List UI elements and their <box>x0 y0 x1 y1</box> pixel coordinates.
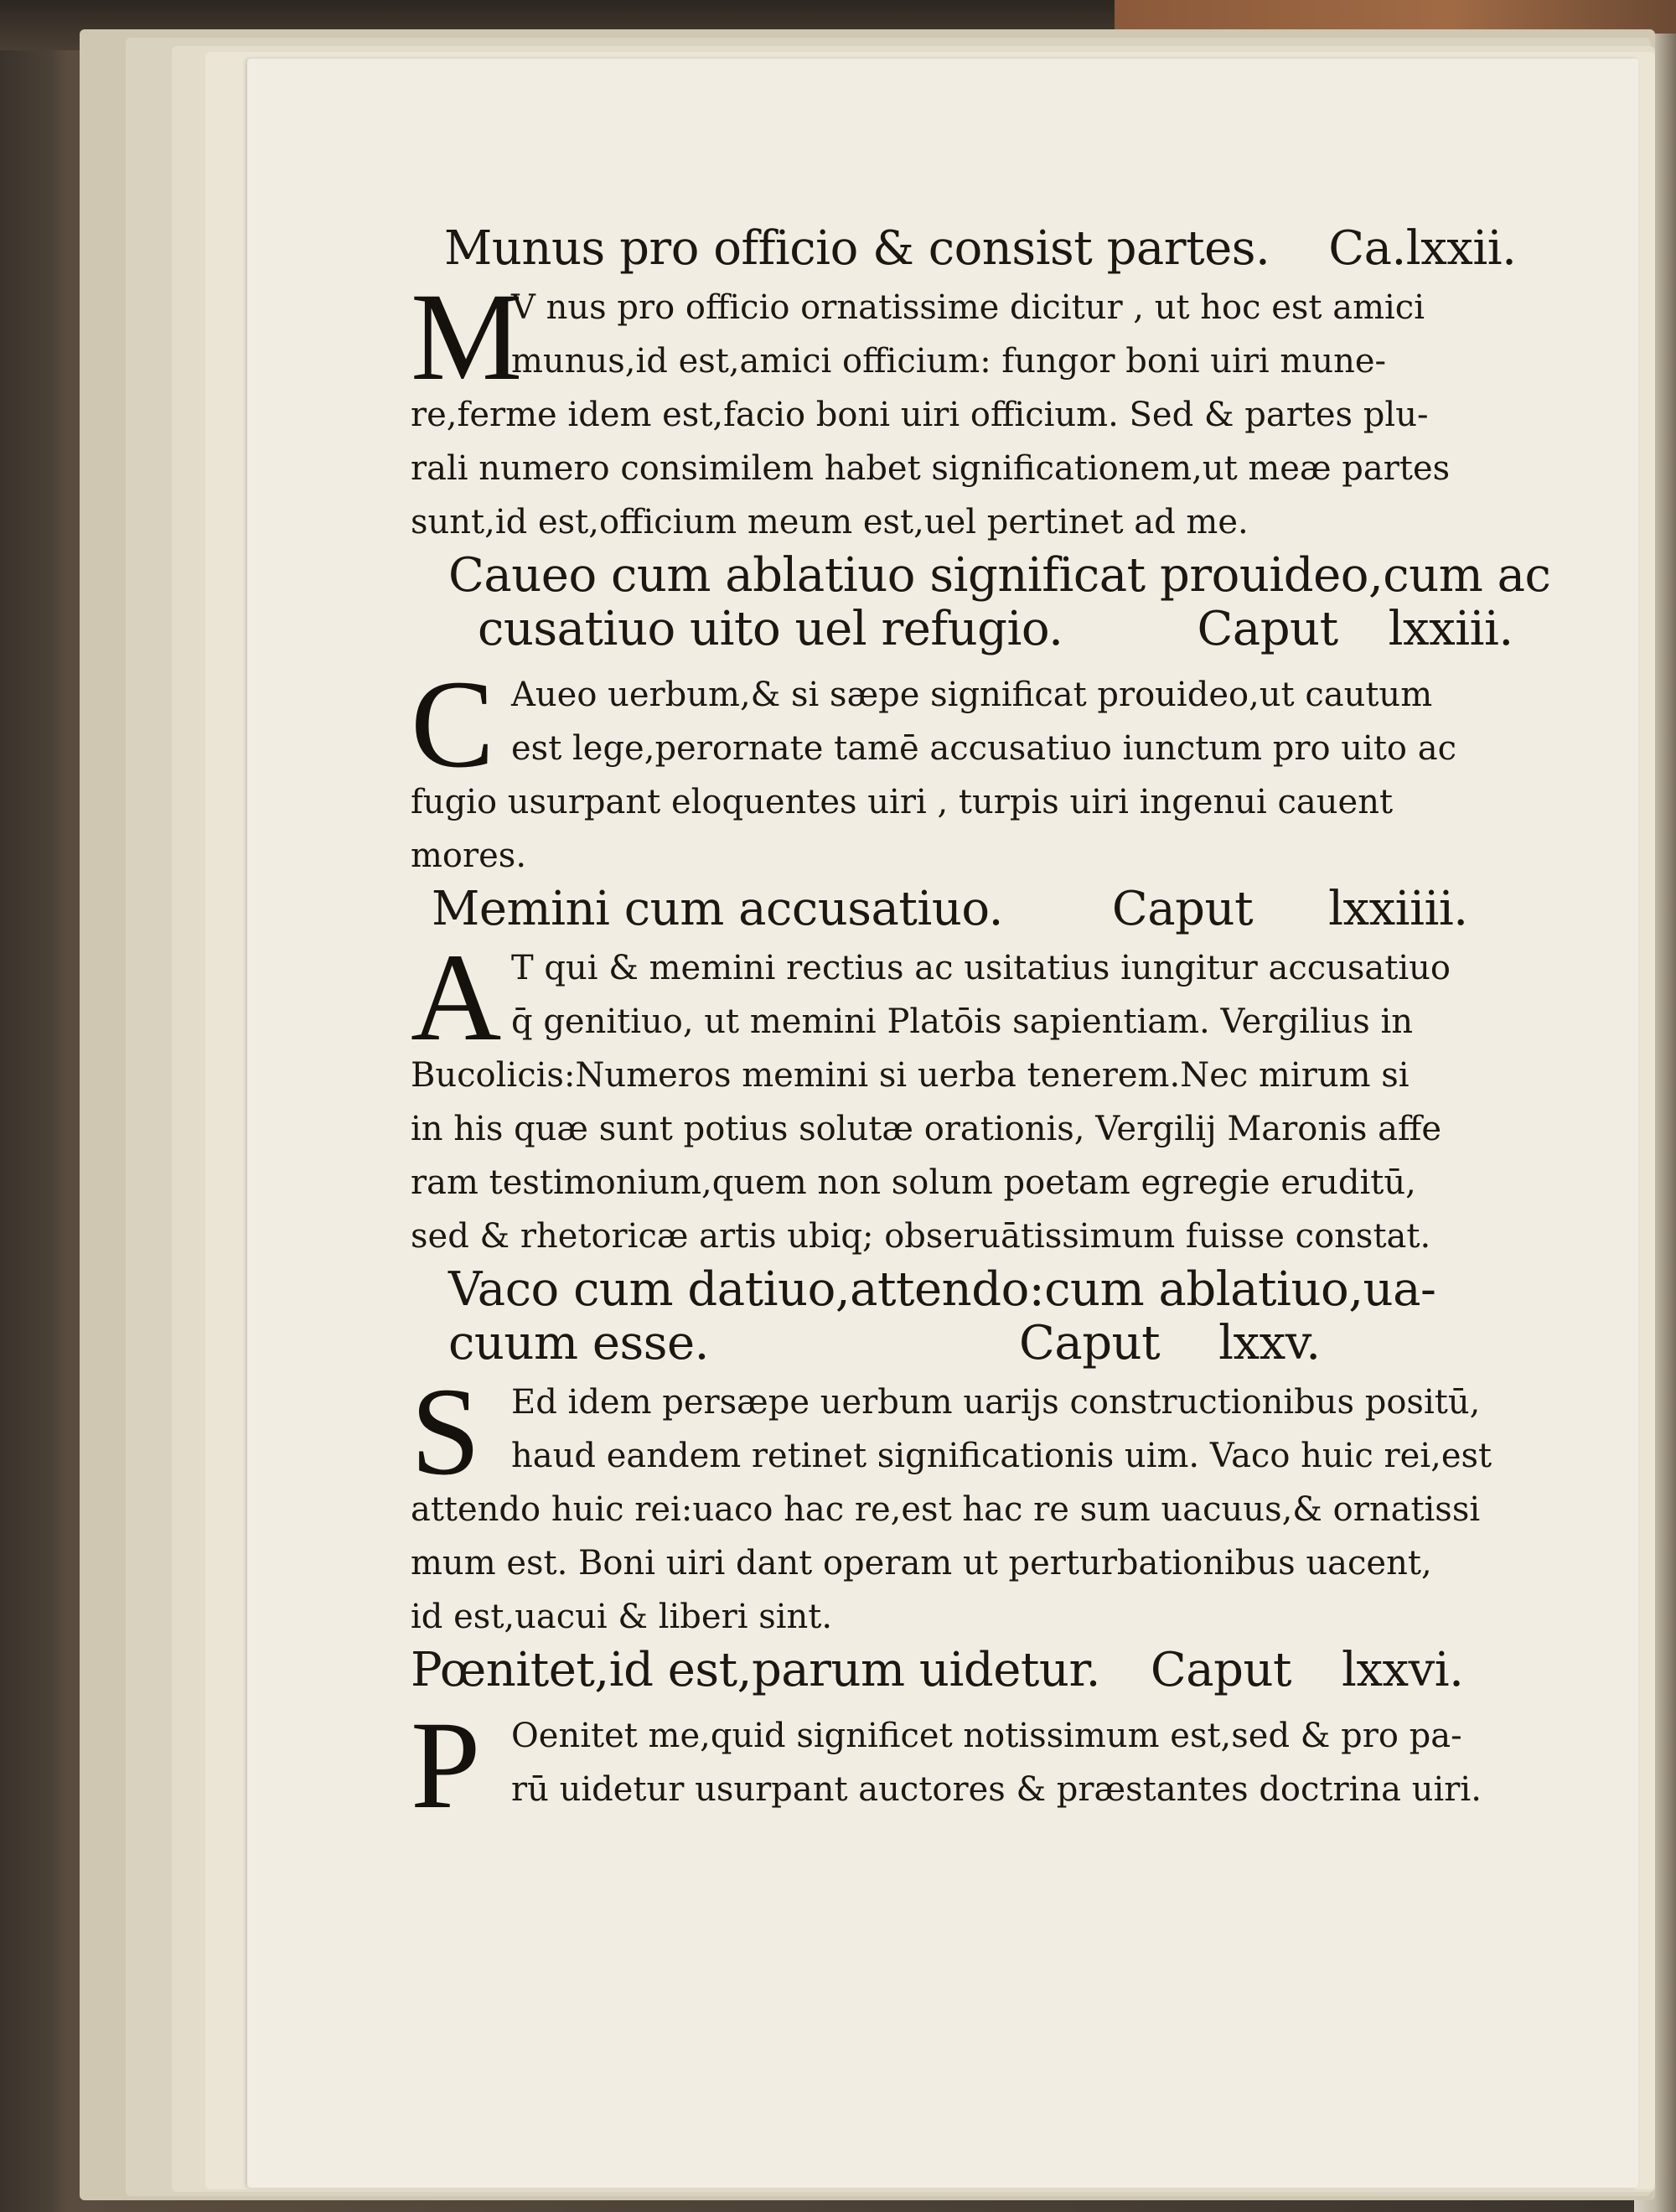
paragraph: A T qui & memini rectius ac usitatius iungitur accusatiuo q̄ genitiuo, ut memini Platōis sapientiam. Vergilius in Bucolicis:Numeros memini si uerba tenerem.Nec mirum si in his quæ sunt potius solutæ orationis, Vergilij Maronis affe ram testimonium,quem non solum poetam egregie eruditū, sed & rhetoricæ artis ubiq; obseruātissimum fuisse constat. <box>411 928 1451 1256</box>
chapter-heading: Caueo cum ablatiuo significat prouideo,cum ac <box>448 548 1551 603</box>
book-page <box>247 59 1638 2188</box>
drop-cap: C <box>411 655 495 794</box>
drop-cap: A <box>411 928 502 1067</box>
chapter-heading-cont: cuum esse. Caput lxxv. <box>448 1316 1321 1370</box>
drop-cap: S <box>411 1362 481 1501</box>
paragraph: P Oenitet me,quid significet notissimum est,sed & pro pa- rū uidetur usurpant auctores & præstantes doctrina uiri. <box>411 1696 1482 1835</box>
chapter-heading: Pœnitet,id est,parum uidetur. Caput lxxvi. <box>411 1643 1464 1697</box>
chapter-heading-cont: cusatiuo uito uel refugio. Caput lxxiii. <box>478 602 1513 656</box>
paragraph: C Aueo uerbum,& si sæpe significat prouideo,ut cautum est lege,perornate tamē accusatiuo iunctum pro uito ac fugio usurpant eloquentes uiri , turpis uiri ingenui cauent mores. <box>411 655 1456 875</box>
drop-cap: M <box>411 267 523 407</box>
chapter-heading: Vaco cum datiuo,attendo:cum ablatiuo,ua- <box>448 1262 1436 1317</box>
page-text <box>411 221 1551 1835</box>
chapter-heading: Munus pro officio & consist partes. Ca.lxxii. <box>444 221 1517 276</box>
chapter-heading: Memini cum accusatiuo. Caput lxxiiii. <box>432 882 1468 936</box>
paragraph: M V nus pro officio ornatissime dicitur , ut hoc est amici munus,id est,amici officium: fungor boni uiri mune- re,ferme idem est,facio boni uiri officium. Sed & partes plu- rali numero consimilem habet significationem,ut meæ partes sunt,id est,officium meum est,uel pertinet ad me. <box>411 267 1451 541</box>
paragraph: S Ed idem persæpe uerbum uarijs constructionibus positū, haud eandem retinet significationis uim. Vaco huic rei,est attendo huic rei:uaco hac re,est hac re sum uacuus,& ornatissi mum est. Boni uiri dant operam ut perturbationibus uacent, id est,uacui & liberi sint. <box>411 1362 1492 1636</box>
drop-cap: P <box>411 1696 481 1835</box>
